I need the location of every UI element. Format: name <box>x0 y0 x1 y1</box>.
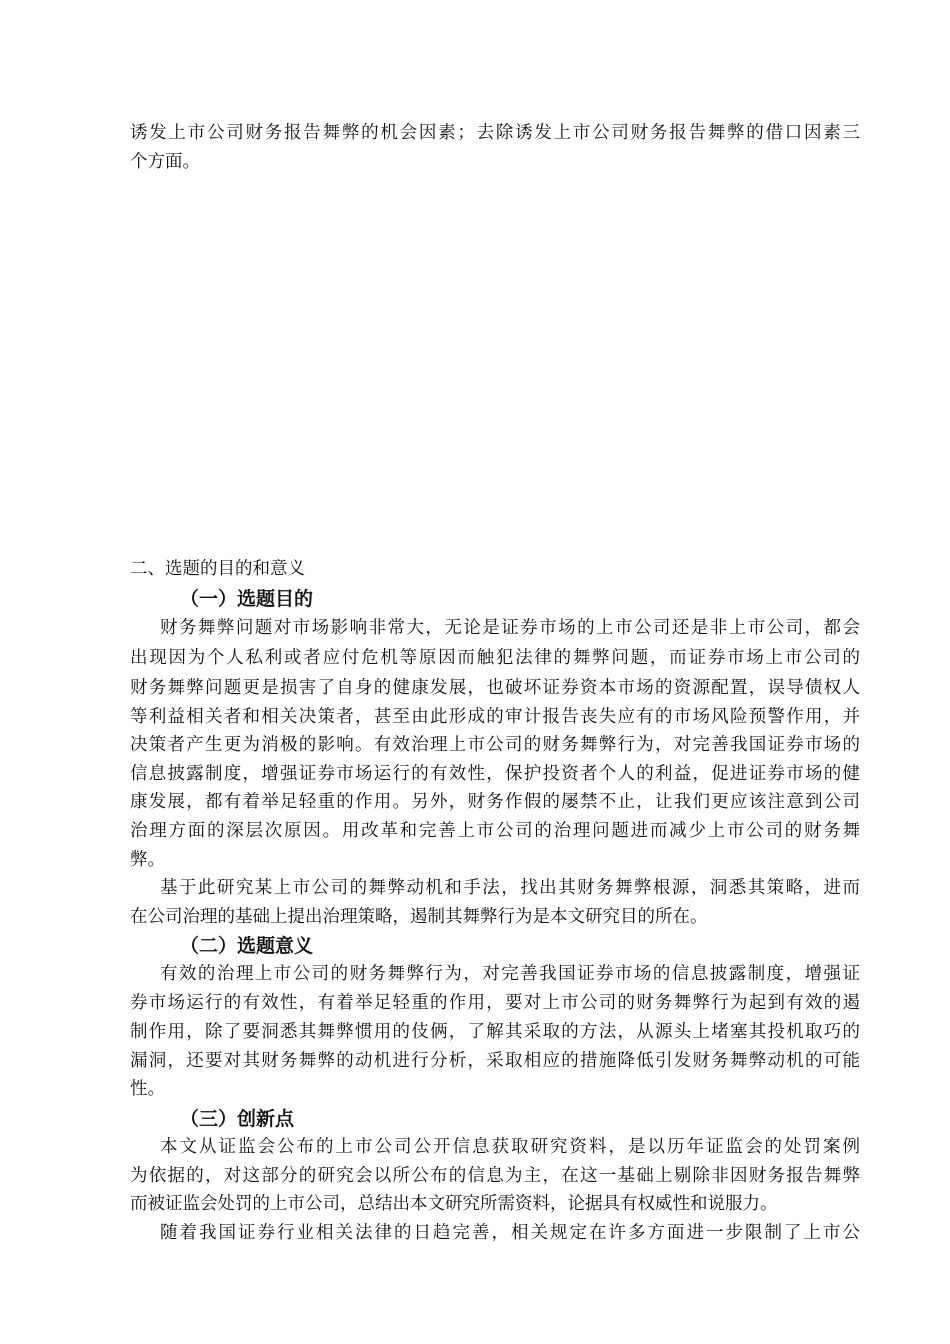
significance-heading: （二）选题意义 <box>180 935 314 957</box>
section-title: 二、选题的目的和意义 <box>130 559 305 579</box>
innovation-para2-line: 随着我国证券行业相关法律的日趋完善，相关规定在许多方面进一步限制了上市公 <box>160 1223 860 1243</box>
innovation-para1-line: 为依据的，对这部分的研究会以所公布的信息为主，在这一基础上剔除非因财务报告舞弊 <box>130 1166 860 1186</box>
significance-para-line: 性。 <box>130 1079 165 1099</box>
purpose-para1-line: 治理方面的深层次原因。用改革和完善上市公司的治理问题进而减少上市公司的财务舞 <box>130 821 860 841</box>
purpose-para1-line: 财务舞弊问题对市场影响非常大，无论是证券市场的上市公司还是非上市公司，都会 <box>160 618 860 638</box>
innovation-heading: （三）创新点 <box>180 1108 295 1130</box>
purpose-para1-line: 弊。 <box>130 850 165 870</box>
purpose-para1-line: 财务舞弊问题更是损害了自身的健康发展，也破坏证券资本市场的资源配置，误导债权人 <box>130 678 860 698</box>
purpose-para2-line: 基于此研究某上市公司的舞弊动机和手法，找出其财务舞弊根源，洞悉其策略，进而 <box>160 878 860 898</box>
intro-line: 个方面。 <box>130 152 200 172</box>
intro-line: 诱发上市公司财务报告舞弊的机会因素；去除诱发上市公司财务报告舞弊的借口因素三 <box>130 123 860 143</box>
purpose-para1-line: 信息披露制度，增强证券市场运行的有效性，保护投资者个人的利益，促进证券市场的健 <box>130 764 860 784</box>
significance-para-line: 漏洞，还要对其财务舞弊的动机进行分析，采取相应的措施降低引发财务舞弊动机的可能 <box>130 1051 860 1071</box>
purpose-para2-line: 在公司治理的基础上提出治理策略，遏制其舞弊行为是本文研究目的所在。 <box>130 907 708 927</box>
purpose-heading: （一）选题目的 <box>180 588 314 610</box>
purpose-para1-line: 决策者产生更为消极的影响。有效治理上市公司的财务舞弊行为，对完善我国证券市场的 <box>130 735 860 755</box>
innovation-para1-line: 而被证监会处罚的上市公司，总结出本文研究所需资料，论据具有权威性和说服力。 <box>130 1194 778 1214</box>
significance-para-line: 有效的治理上市公司的财务舞弊行为，对完善我国证券市场的信息披露制度，增强证 <box>160 964 860 984</box>
innovation-para1-line: 本文从证监会公布的上市公司公开信息获取研究资料，是以历年证监会的处罚案例 <box>160 1137 860 1157</box>
purpose-para1-line: 康发展，都有着举足轻重的作用。另外，财务作假的屡禁不止，让我们更应该注意到公司 <box>130 792 860 812</box>
purpose-para1-line: 出现因为个人私利或者应付危机等原因而触犯法律的舞弊问题，而证券市场上市公司的 <box>130 648 860 668</box>
purpose-para1-line: 等利益相关者和相关决策者，甚至由此形成的审计报告丧失应有的市场风险预警作用，并 <box>130 707 860 727</box>
significance-para-line: 券市场运行的有效性，有着举足轻重的作用，要对上市公司的财务舞弊行为起到有效的遏 <box>130 993 860 1013</box>
significance-para-line: 制作用，除了要洞悉其舞弊惯用的伎俩，了解其采取的方法，从源头上堵塞其投机取巧的 <box>130 1022 860 1042</box>
